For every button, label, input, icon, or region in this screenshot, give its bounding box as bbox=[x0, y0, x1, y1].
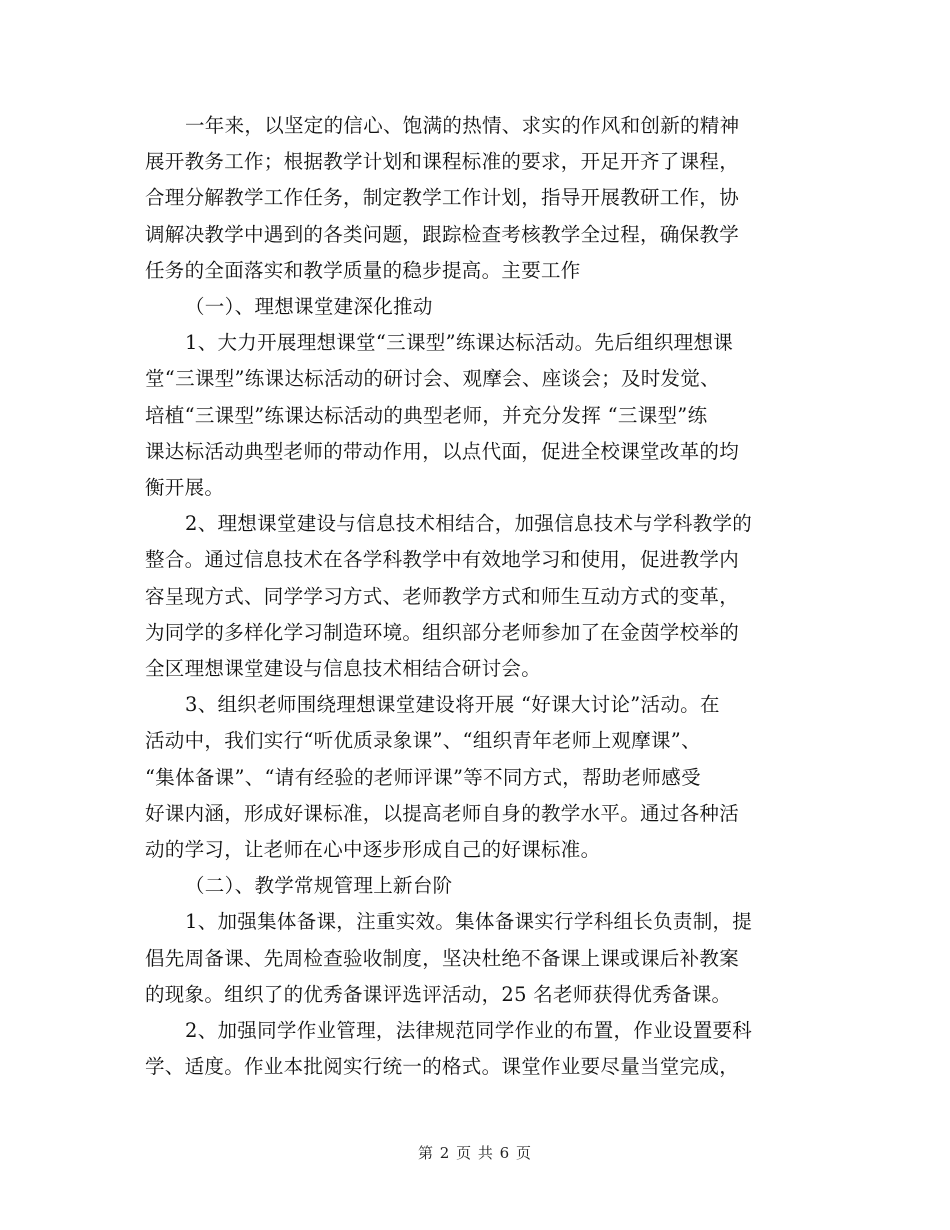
paragraph-line: 容呈现方式、同学学习方式、老师教学方式和师生互动方式的变革， bbox=[145, 584, 740, 608]
paragraph-line: 任务的全面落实和教学质量的稳步提高。主要工作 bbox=[145, 258, 581, 282]
paragraph-line: 堂“三课型”练课达标活动的研讨会、观摩会、座谈会；及时发觉、 bbox=[145, 367, 720, 391]
paragraph-line: 学、适度。作业本批阅实行统一的格式。课堂作业要尽量当堂完成， bbox=[145, 1055, 740, 1079]
paragraph-line: 2、加强同学作业管理，法律规范同学作业的布置，作业设置要科 bbox=[185, 1019, 753, 1043]
paragraph-line: 合理分解教学工作任务，制定教学工作计划，指导开展教研工作，协 bbox=[145, 186, 740, 210]
page-number-footer: 第 2 页 共 6 页 bbox=[418, 1144, 532, 1162]
paragraph-line: 倡先周备课、先周检查验收制度，坚决杜绝不备课上课或课后补教案 bbox=[145, 946, 740, 970]
paragraph-line: 3、组织老师围绕理想课堂建设将开展 “好课大讨论”活动。在 bbox=[185, 693, 720, 717]
paragraph-line: 为同学的多样化学习制造环境。组织部分老师参加了在金茵学校举的 bbox=[145, 620, 740, 644]
section-heading: （二）、教学常规管理上新台阶 bbox=[185, 874, 453, 898]
paragraph-line: 1、加强集体备课，注重实效。集体备课实行学科组长负责制，提 bbox=[185, 910, 753, 934]
paragraph-line: 好课内涵，形成好课标准，以提高老师自身的教学水平。通过各种活 bbox=[145, 801, 740, 825]
paragraph-line: 调解决教学中遇到的各类问题，跟踪检查考核教学全过程，确保教学 bbox=[145, 222, 740, 246]
document-body bbox=[145, 108, 805, 1085]
paragraph-line: 衡开展。 bbox=[145, 476, 225, 500]
paragraph-line: 2、理想课堂建设与信息技术相结合，加强信息技术与学科教学的 bbox=[185, 512, 753, 536]
paragraph-line: “集体备课”、“请有经验的老师评课”等不同方式，帮助老师感受 bbox=[145, 765, 701, 789]
paragraph-line: 课达标活动典型老师的带动作用，以点代面，促进全校课堂改革的均 bbox=[145, 439, 740, 463]
paragraph-line: 的现象。组织了的优秀备课评选评活动，25 名老师获得优秀备课。 bbox=[145, 982, 732, 1006]
section-heading: （一）、理想课堂建深化推动 bbox=[185, 295, 433, 319]
paragraph-line: 全区理想课堂建设与信息技术相结合研讨会。 bbox=[145, 657, 542, 681]
paragraph-line: 动的学习，让老师在心中逐步形成自己的好课标准。 bbox=[145, 838, 601, 862]
paragraph-line: 1、大力开展理想课堂“三课型”练课达标活动。先后组织理想课 bbox=[185, 331, 734, 355]
paragraph-line: 一年来，以坚定的信心、饱满的热情、求实的作风和创新的精神 bbox=[185, 114, 740, 137]
paragraph-line: 展开教务工作；根据教学计划和课程标准的要求，开足开齐了课程， bbox=[145, 150, 740, 174]
paragraph-line: 整合。通过信息技术在各学科教学中有效地学习和使用，促进教学内 bbox=[145, 548, 740, 572]
paragraph-line: 活动中，我们实行“听优质录象课”、“组织青年老师上观摩课”、 bbox=[145, 729, 701, 753]
paragraph-line: 培植“三课型”练课达标活动的典型老师，并充分发挥 “三课型”练 bbox=[145, 403, 708, 427]
